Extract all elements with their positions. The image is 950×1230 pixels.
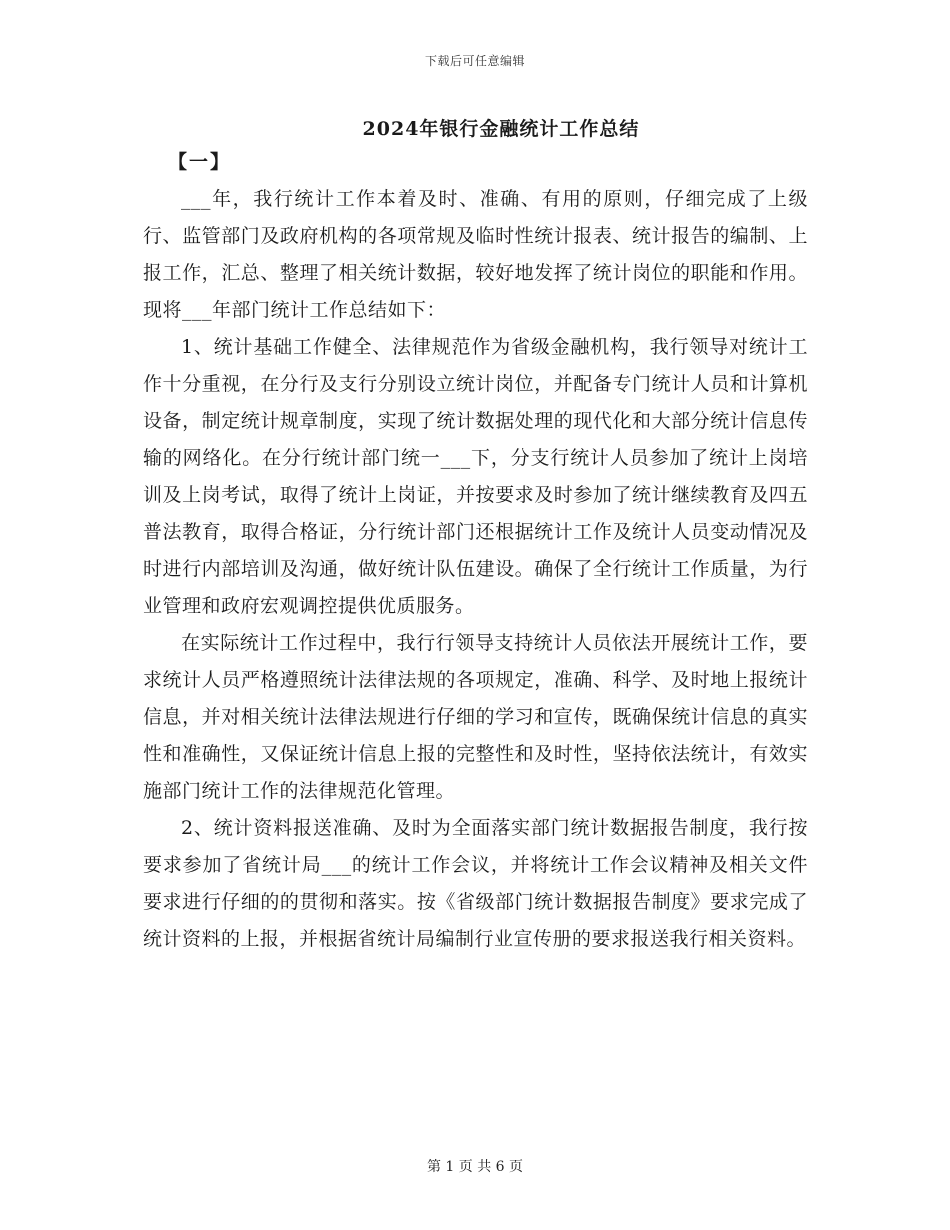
document-body bbox=[143, 181, 808, 958]
paragraph-item-2: 2、统计资料报送准确、及时为全面落实部门统计数据报告制度，我行按要求参加了省统计局___的统计工作会议，并将统计工作会议精神及相关文件要求进行仔细的的贯彻和落实。按《省级部门统计数据报告制度》要求完成了统计资料的上报，并根据省统计局编制行业宣传册的要求报送我行相关资料。 bbox=[143, 817, 808, 950]
page-header-note: 下载后可任意编辑 bbox=[424, 54, 525, 68]
section-marker: 【一】 bbox=[168, 151, 232, 173]
paragraph-practice: 在实际统计工作过程中，我行行领导支持统计人员依法开展统计工作，要求统计人员严格遵照统计法律法规的各项规定，准确、科学、及时地上报统计信息，并对相关统计法律法规进行仔细的学习和宣传，既确保统计信息的真实性和准确性，又保证统计信息上报的完整性和及时性，坚持依法统计，有效实施部门统计工作的法律规范化管理。 bbox=[143, 632, 808, 802]
page-number-footer: 第 1 页 共 6 页 bbox=[426, 1159, 524, 1175]
document-title: 2024年银行金融统计工作总结 bbox=[362, 118, 640, 140]
paragraph-item-1: 1、统计基础工作健全、法律规范作为省级金融机构，我行领导对统计工作十分重视，在分行及支行分别设立统计岗位，并配备专门统计人员和计算机设备，制定统计规章制度，实现了统计数据处理的现代化和大部分统计信息传输的网络化。在分行统计部门统一___下，分支行统计人员参加了统计上岗培训及上岗考试，取得了统计上岗证，并按要求及时参加了统计继续教育及四五普法教育，取得合格证，分行统计部门还根据统计工作及统计人员变动情况及时进行内部培训及沟通，做好统计队伍建设。确保了全行统计工作质量，为行业管理和政府宏观调控提供优质服务。 bbox=[143, 336, 808, 617]
paragraph-intro: ___年，我行统计工作本着及时、准确、有用的原则，仔细完成了上级行、监管部门及政府机构的各项常规及临时性统计报表、统计报告的编制、上报工作，汇总、整理了相关统计数据，较好地发挥了统计岗位的职能和作用。现将___年部门统计工作总结如下： bbox=[143, 188, 808, 321]
